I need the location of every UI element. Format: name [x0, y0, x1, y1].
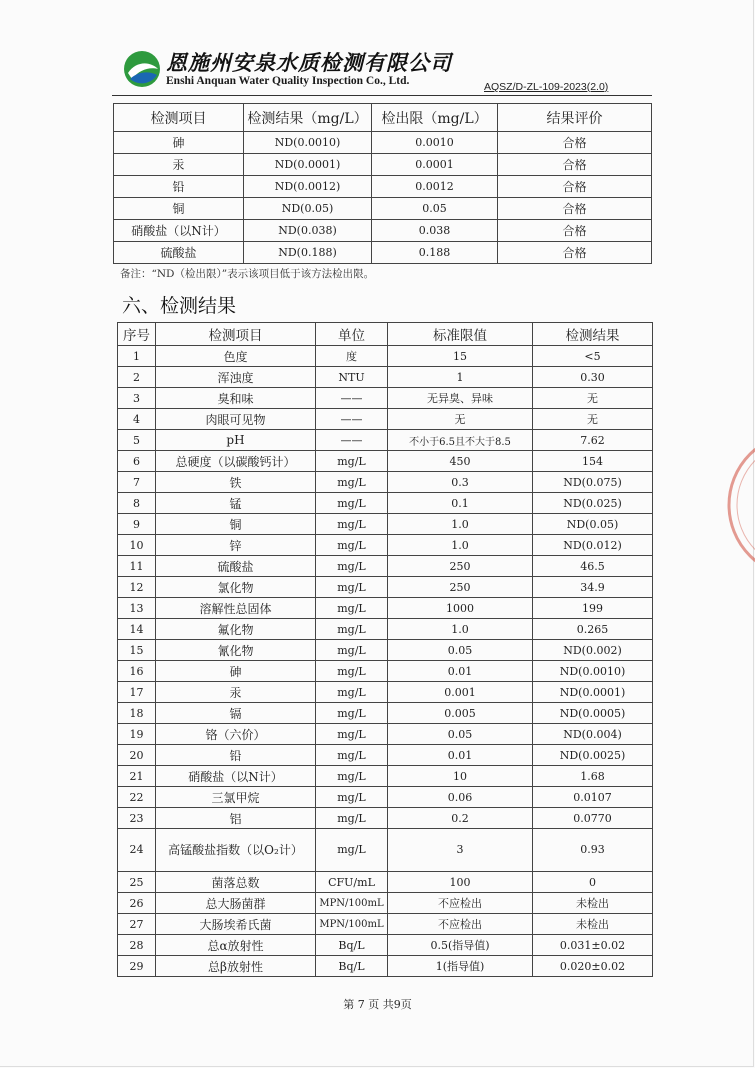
table-row — [118, 409, 653, 430]
table-cell: 250 — [388, 577, 533, 598]
table-cell: 250 — [388, 556, 533, 577]
page-number: 第 7 页 共9页 — [343, 998, 412, 1011]
table-cell: 0.001 — [388, 682, 533, 703]
table-cell: 3 — [118, 388, 156, 409]
table-cell: 20 — [118, 745, 156, 766]
table-row — [118, 724, 653, 745]
table-row — [118, 935, 653, 956]
table-cell: mg/L — [316, 787, 388, 808]
table-cell: mg/L — [316, 640, 388, 661]
table-cell: 不应检出 — [388, 914, 533, 935]
table-cell: 无 — [388, 409, 533, 430]
table-row — [118, 787, 653, 808]
table-cell: 0.05 — [388, 724, 533, 745]
table-cell: ND(0.0001) — [533, 682, 653, 703]
table-cell: 1.68 — [533, 766, 653, 787]
company-name-cn: 恩施州安泉水质检测有限公司 — [166, 50, 452, 75]
table-cell: 总β放射性 — [156, 956, 316, 977]
table-cell: 汞 — [114, 154, 244, 176]
table-cell: 合格 — [498, 242, 652, 264]
table-cell: 合格 — [498, 198, 652, 220]
table-cell: mg/L — [316, 703, 388, 724]
table-cell: mg/L — [316, 556, 388, 577]
table-cell: ND(0.002) — [533, 640, 653, 661]
table-row — [118, 619, 653, 640]
table-cell: —— — [316, 388, 388, 409]
table-cell: 10 — [388, 766, 533, 787]
table-cell: 10 — [118, 535, 156, 556]
table-row — [118, 808, 653, 829]
table-cell: 1.0 — [388, 535, 533, 556]
table-row — [118, 872, 653, 893]
table-cell: 臭和味 — [156, 388, 316, 409]
table-cell: 0.1 — [388, 493, 533, 514]
table-cell: 硫酸盐 — [156, 556, 316, 577]
column-header: 检测项目 — [156, 323, 316, 346]
table-cell: 12 — [118, 577, 156, 598]
table-cell: 硝酸盐（以N计） — [156, 766, 316, 787]
table-cell: 未检出 — [533, 914, 653, 935]
table-cell: 0.031±0.02 — [533, 935, 653, 956]
table-cell: 22 — [118, 787, 156, 808]
table-row — [118, 745, 653, 766]
table-cell: 7.62 — [533, 430, 653, 451]
table-note: 备注：“ND（检出限）”表示该项目低于该方法检出限。 — [120, 268, 375, 280]
table-cell: 高锰酸盐指数（以O₂计） — [156, 829, 316, 872]
table-cell: 大肠埃希氏菌 — [156, 914, 316, 935]
document-code: AQSZ/D-ZL-109-2023(2.0) — [484, 81, 609, 93]
table-cell: —— — [316, 409, 388, 430]
limits-table — [113, 103, 652, 264]
table-cell: 氯化物 — [156, 577, 316, 598]
table-cell: 21 — [118, 766, 156, 787]
table-cell: mg/L — [316, 619, 388, 640]
table-cell: 17 — [118, 682, 156, 703]
table-cell: 34.9 — [533, 577, 653, 598]
table-row — [118, 914, 653, 935]
table-cell: ND(0.0025) — [533, 745, 653, 766]
table-cell: 0.2 — [388, 808, 533, 829]
table-cell: mg/L — [316, 661, 388, 682]
table-cell: 锌 — [156, 535, 316, 556]
column-header: 序号 — [118, 323, 156, 346]
table-cell: 铅 — [156, 745, 316, 766]
table-cell: —— — [316, 430, 388, 451]
table-cell: 7 — [118, 472, 156, 493]
table-row — [114, 242, 652, 264]
letterhead — [122, 44, 652, 96]
table-cell: Bq/L — [316, 935, 388, 956]
table-cell: 0 — [533, 872, 653, 893]
table-cell: 镉 — [156, 703, 316, 724]
table-cell: 4 — [118, 409, 156, 430]
table-cell: 无异臭、异味 — [388, 388, 533, 409]
table-cell: mg/L — [316, 514, 388, 535]
table-cell: CFU/mL — [316, 872, 388, 893]
table-row — [118, 535, 653, 556]
table-cell: 0.020±0.02 — [533, 956, 653, 977]
table-cell: 0.265 — [533, 619, 653, 640]
table-cell: 0.05 — [372, 198, 498, 220]
table-cell: 铝 — [156, 808, 316, 829]
table-cell: 铜 — [156, 514, 316, 535]
table-cell: 0.0107 — [533, 787, 653, 808]
section-title: 六、检测结果 — [122, 295, 237, 317]
table-header-row — [114, 104, 652, 132]
table-cell: 氟化物 — [156, 619, 316, 640]
table-row — [114, 132, 652, 154]
table-cell: 16 — [118, 661, 156, 682]
table-cell: mg/L — [316, 472, 388, 493]
table-cell: NTU — [316, 367, 388, 388]
table-cell: mg/L — [316, 808, 388, 829]
table-cell: 2 — [118, 367, 156, 388]
table-cell: 0.0001 — [372, 154, 498, 176]
table-cell: mg/L — [316, 724, 388, 745]
table-cell: 色度 — [156, 346, 316, 367]
table-cell: 0.0012 — [372, 176, 498, 198]
table-header-row — [118, 323, 653, 346]
table-cell: 硫酸盐 — [114, 242, 244, 264]
table-row — [118, 640, 653, 661]
table-cell: ND(0.188) — [244, 242, 372, 264]
table-cell: 18 — [118, 703, 156, 724]
table-cell: 铅 — [114, 176, 244, 198]
table-cell: 14 — [118, 619, 156, 640]
table-cell: ND(0.0005) — [533, 703, 653, 724]
table-row — [118, 703, 653, 724]
table-cell: 0.038 — [372, 220, 498, 242]
table-cell: 0.93 — [533, 829, 653, 872]
table-cell: 199 — [533, 598, 653, 619]
table-row — [118, 388, 653, 409]
table-cell: 砷 — [114, 132, 244, 154]
table-cell: mg/L — [316, 535, 388, 556]
column-header: 检测结果（mg/L） — [244, 104, 372, 132]
table-cell: <5 — [533, 346, 653, 367]
table-cell: ND(0.05) — [533, 514, 653, 535]
header-divider — [112, 95, 652, 96]
table-row — [114, 198, 652, 220]
table-row — [118, 556, 653, 577]
table-cell: 28 — [118, 935, 156, 956]
table-cell: 9 — [118, 514, 156, 535]
table-cell: 23 — [118, 808, 156, 829]
table-cell: 1.0 — [388, 514, 533, 535]
table-row — [114, 154, 652, 176]
table-cell: 1(指导值) — [388, 956, 533, 977]
table-cell: Bq/L — [316, 956, 388, 977]
table-cell: 不小于6.5且不大于8.5 — [388, 430, 533, 451]
table-cell: 0.30 — [533, 367, 653, 388]
table-cell: pH — [156, 430, 316, 451]
table-cell: 铜 — [114, 198, 244, 220]
table-cell: 三氯甲烷 — [156, 787, 316, 808]
table-cell: 砷 — [156, 661, 316, 682]
table-cell: ND(0.012) — [533, 535, 653, 556]
column-header: 检出限（mg/L） — [372, 104, 498, 132]
table-cell: 1000 — [388, 598, 533, 619]
table-row — [114, 220, 652, 242]
company-name-en: Enshi Anquan Water Quality Inspection Co., Ltd. — [166, 75, 410, 87]
table-cell: 无 — [533, 409, 653, 430]
table-row — [118, 956, 653, 977]
table-cell: 15 — [118, 640, 156, 661]
table-cell: ND(0.0010) — [533, 661, 653, 682]
table-cell: 浑浊度 — [156, 367, 316, 388]
table-cell: 1 — [388, 367, 533, 388]
table-cell: ND(0.0010) — [244, 132, 372, 154]
table-row — [118, 346, 653, 367]
table-row — [118, 682, 653, 703]
table-cell: 0.3 — [388, 472, 533, 493]
table-cell: 氰化物 — [156, 640, 316, 661]
table-cell: mg/L — [316, 829, 388, 872]
table-cell: 13 — [118, 598, 156, 619]
table-cell: 0.188 — [372, 242, 498, 264]
table-cell: 24 — [118, 829, 156, 872]
table-cell: 3 — [388, 829, 533, 872]
table-cell: MPN/100mL — [316, 893, 388, 914]
column-header: 单位 — [316, 323, 388, 346]
table-cell: 0.06 — [388, 787, 533, 808]
table-cell: 5 — [118, 430, 156, 451]
table-cell: mg/L — [316, 598, 388, 619]
table-cell: 度 — [316, 346, 388, 367]
table-cell: mg/L — [316, 682, 388, 703]
table-row — [118, 893, 653, 914]
table-cell: ND(0.0001) — [244, 154, 372, 176]
table-cell: mg/L — [316, 766, 388, 787]
table-cell: 不应检出 — [388, 893, 533, 914]
table-cell: 154 — [533, 451, 653, 472]
table-cell: 100 — [388, 872, 533, 893]
table-cell: ND(0.025) — [533, 493, 653, 514]
table-cell: mg/L — [316, 493, 388, 514]
table-cell: 0.05 — [388, 640, 533, 661]
table-cell: ND(0.05) — [244, 198, 372, 220]
table-cell: 19 — [118, 724, 156, 745]
table-cell: mg/L — [316, 451, 388, 472]
results-table — [117, 322, 653, 977]
table-cell: 0.01 — [388, 661, 533, 682]
table-row — [118, 577, 653, 598]
table-cell: 铬（六价） — [156, 724, 316, 745]
column-header: 检测项目 — [114, 104, 244, 132]
table-cell: ND(0.0012) — [244, 176, 372, 198]
table-cell: 1.0 — [388, 619, 533, 640]
table-row — [118, 766, 653, 787]
table-cell: mg/L — [316, 577, 388, 598]
table-cell: 26 — [118, 893, 156, 914]
table-cell: 8 — [118, 493, 156, 514]
table-cell: mg/L — [316, 745, 388, 766]
table-cell: 0.0770 — [533, 808, 653, 829]
official-seal-icon — [726, 420, 755, 590]
table-cell: 无 — [533, 388, 653, 409]
table-row — [118, 451, 653, 472]
table-cell: 0.005 — [388, 703, 533, 724]
table-cell: 总硬度（以碳酸钙计） — [156, 451, 316, 472]
table-cell: 450 — [388, 451, 533, 472]
table-cell: 肉眼可见物 — [156, 409, 316, 430]
table-row — [118, 598, 653, 619]
table-cell: 溶解性总固体 — [156, 598, 316, 619]
table-row — [118, 493, 653, 514]
table-cell: ND(0.075) — [533, 472, 653, 493]
table-cell: 11 — [118, 556, 156, 577]
column-header: 结果评价 — [498, 104, 652, 132]
table-cell: ND(0.004) — [533, 724, 653, 745]
table-cell: 总大肠菌群 — [156, 893, 316, 914]
table-cell: 未检出 — [533, 893, 653, 914]
table-row — [118, 514, 653, 535]
table-cell: MPN/100mL — [316, 914, 388, 935]
table-cell: 27 — [118, 914, 156, 935]
table-row — [118, 367, 653, 388]
table-cell: 25 — [118, 872, 156, 893]
table-cell: 总α放射性 — [156, 935, 316, 956]
table-cell: 合格 — [498, 220, 652, 242]
table-cell: 铁 — [156, 472, 316, 493]
table-cell: ND(0.038) — [244, 220, 372, 242]
company-logo-icon — [122, 49, 162, 89]
column-header: 检测结果 — [533, 323, 653, 346]
table-cell: 29 — [118, 956, 156, 977]
column-header: 标准限值 — [388, 323, 533, 346]
table-row — [118, 472, 653, 493]
table-cell: 锰 — [156, 493, 316, 514]
table-cell: 合格 — [498, 132, 652, 154]
table-cell: 46.5 — [533, 556, 653, 577]
table-row — [118, 661, 653, 682]
table-cell: 15 — [388, 346, 533, 367]
table-cell: 合格 — [498, 176, 652, 198]
table-cell: 6 — [118, 451, 156, 472]
table-cell: 汞 — [156, 682, 316, 703]
table-cell: 1 — [118, 346, 156, 367]
table-cell: 合格 — [498, 154, 652, 176]
table-row — [118, 430, 653, 451]
table-cell: 0.5(指导值) — [388, 935, 533, 956]
table-cell: 硝酸盐（以N计） — [114, 220, 244, 242]
table-cell: 0.0010 — [372, 132, 498, 154]
table-row — [118, 829, 653, 872]
table-cell: 菌落总数 — [156, 872, 316, 893]
table-cell: 0.01 — [388, 745, 533, 766]
table-row — [114, 176, 652, 198]
